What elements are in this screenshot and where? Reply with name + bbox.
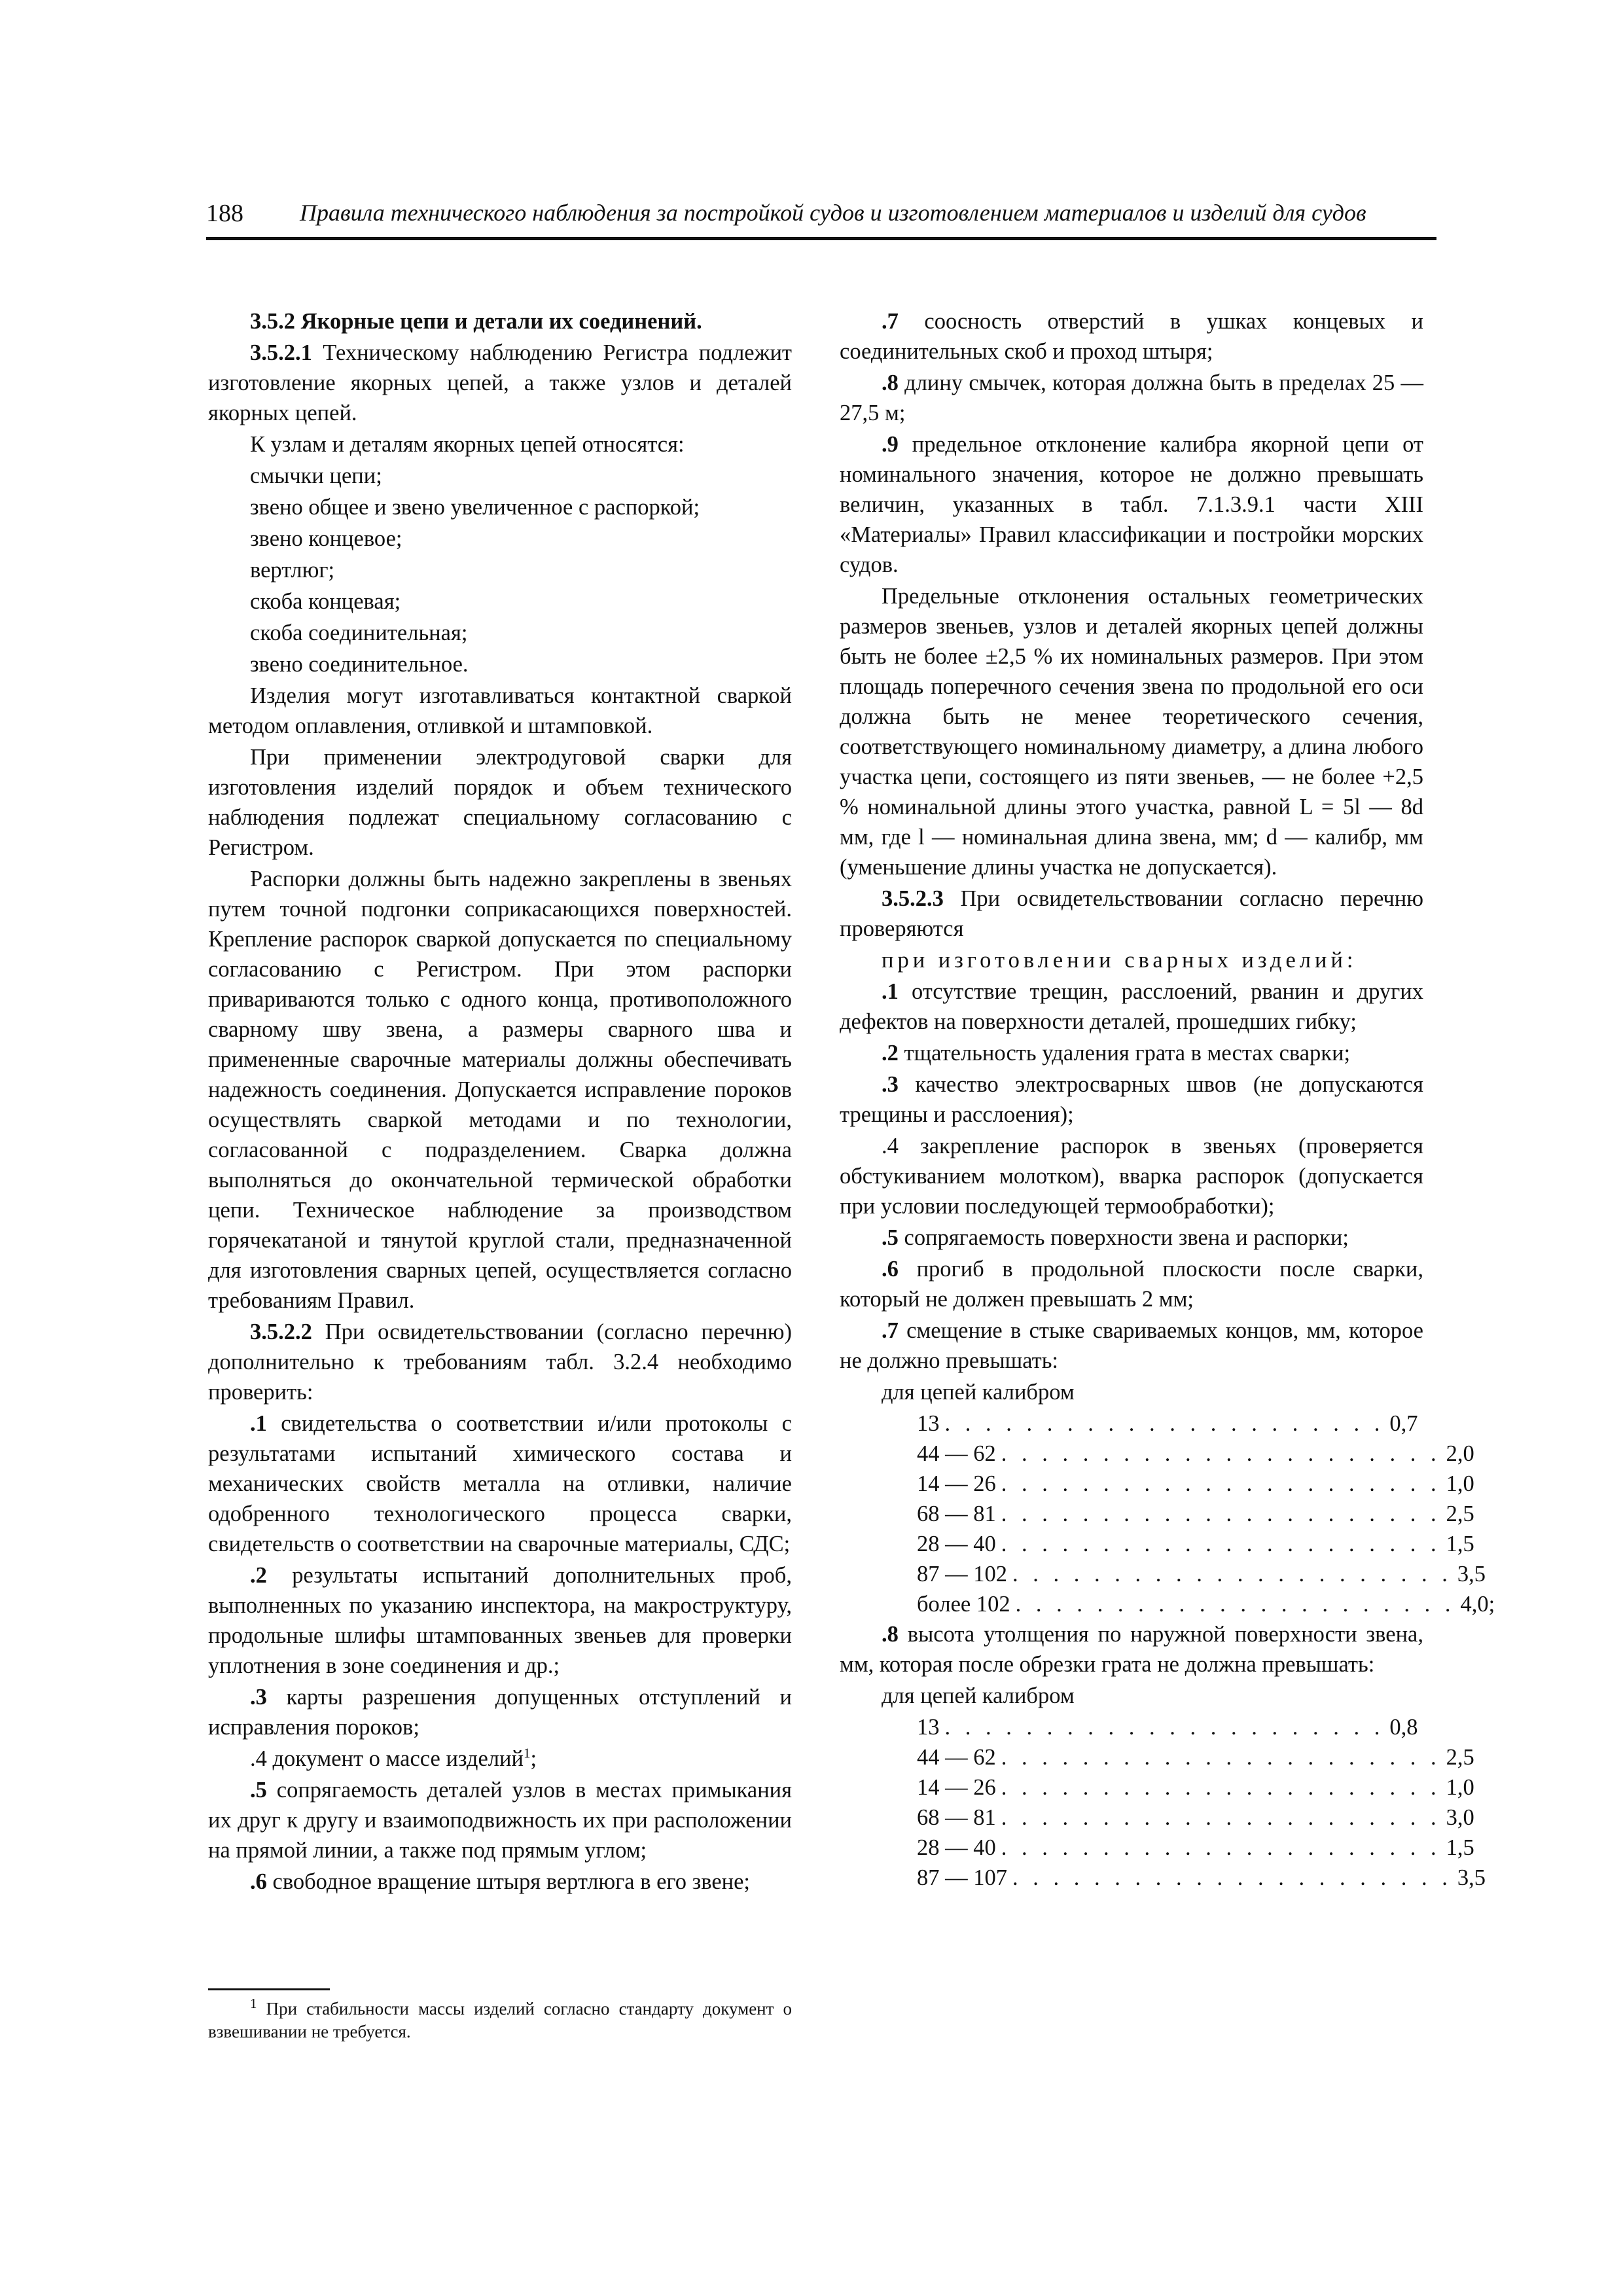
item-text: высота утолщения по наружной поверхности звена, мм, которая после обрезки грата не должна превышать: bbox=[840, 1622, 1423, 1677]
check-item bbox=[840, 429, 1423, 580]
caliber-range: 44 — 62 bbox=[917, 1745, 996, 1770]
paragraph-text: Техническому наблюдению Регистра подлежит изготовление якорных цепей, а также узлов и деталей якорных цепей. bbox=[208, 340, 792, 425]
footnote-text: При стабильности массы изделий согласно стандарту документ о взвешивании не требуется. bbox=[208, 1999, 792, 2041]
caliber-label: для цепей калибром bbox=[882, 1683, 1075, 1708]
table-row: 87 — 107 . . . . . . . . . . . . . . . . . . . . . . 3,5 bbox=[917, 1863, 1133, 1893]
item-number: .2 bbox=[882, 1041, 899, 1066]
left-column bbox=[208, 306, 792, 1898]
check-item bbox=[840, 1038, 1423, 1068]
offset-table bbox=[917, 1408, 1495, 1619]
table-row: 87 — 102 . . . . . . . . . . . . . . . . . . . . . . 3,5 bbox=[917, 1559, 1133, 1589]
check-item bbox=[208, 1867, 792, 1897]
item-number: .4 bbox=[250, 1746, 267, 1771]
item-number: .5 bbox=[882, 1225, 899, 1250]
caliber-range: 13 bbox=[917, 1411, 940, 1436]
check-item bbox=[840, 977, 1423, 1037]
caliber-label: для цепей калибром bbox=[882, 1380, 1075, 1405]
item-number: .6 bbox=[882, 1257, 899, 1282]
list-item: звено концевое; bbox=[250, 526, 402, 551]
item-text: прогиб в продольной плоскости после сварки, который не должен превышать 2 мм; bbox=[840, 1257, 1423, 1312]
caliber-range: 87 — 107 bbox=[917, 1865, 1007, 1890]
table-row: более 102 . . . . . . . . . . . . . . . . . . . . . . 4,0; bbox=[917, 1589, 1133, 1619]
limit-value: 2,5 bbox=[1446, 1745, 1474, 1770]
table-row: 44 — 62 . . . . . . . . . . . . . . . . . . . . . . 2,0 bbox=[917, 1439, 1133, 1469]
table-row: 68 — 81 . . . . . . . . . . . . . . . . . . . . . . 2,5 bbox=[917, 1499, 1133, 1529]
paragraph-tolerances: Предельные отклонения остальных геометрических размеров звеньев, узлов и деталей якорных цепей должны быть не более ±2,5 % их номинальных размеров. При этом площадь поперечного сечения звена по продольной его оси должна быть не менее теоретического сечения, соответствующего номинальному диаметру, а длина любого участка цепи, состоящего из пяти звеньев, — не более +2,5 % номинальной длины этого участка, равной L = 5l — 8d мм, где l — номинальная длина звена, мм; d — калибр, мм (уменьшение длины участка не допускается). bbox=[840, 584, 1423, 880]
paragraph-struts: Распорки должны быть надежно закреплены в звеньях путем точной подгонки соприкасающихся поверхностей. Крепление распорок сваркой допускается по специальному согласованию с Регистром. При этом распорки привариваются только с одного конца, противоположного сварному шву звена, а размеры сварного шва и примененные сварочные материалы должны обеспечивать надежность соединения. Допускается исправление пороков осуществлять сваркой методами и по технологии, согласованной с подразделением. Сварка должна выполняться до окончательной термической обработки цепи. Техническое наблюдение за производством горячекатаной и тянутой круглой стали, предназначенной для изготовления сварных цепей, осуществляется согласно требованиям Правил. bbox=[208, 867, 792, 1313]
paragraph-3-5-2-2 bbox=[208, 1317, 792, 1407]
welded-products-label: при изготовлении сварных изделий: bbox=[882, 948, 1357, 973]
check-item bbox=[840, 1223, 1423, 1253]
item-number: .1 bbox=[882, 979, 899, 1004]
limit-value: 3,5 bbox=[1457, 1865, 1486, 1890]
footnote-separator bbox=[208, 1988, 330, 1990]
section-heading: 3.5.2 Якорные цепи и детали их соединений. bbox=[250, 309, 702, 334]
limit-value: 1,0 bbox=[1446, 1471, 1474, 1496]
list-item: звено соединительное. bbox=[250, 652, 469, 677]
item-number: .6 bbox=[250, 1869, 267, 1894]
item-text: тщательность удаления грата в местах сварки; bbox=[898, 1041, 1351, 1066]
paragraph-text: При освидетельствовании согласно перечню проверяются bbox=[840, 886, 1423, 941]
clause-number: 3.5.2.1 bbox=[250, 340, 312, 365]
table-row: 13 . . . . . . . . . . . . . . . . . . . . . . 0,8 bbox=[917, 1712, 1133, 1742]
paragraph-text: При освидетельствовании (согласно перечню) дополнительно к требованиям табл. 3.2.4 необходимо проверить: bbox=[208, 1319, 792, 1405]
clause-number: 3.5.2.3 bbox=[882, 886, 944, 911]
parts-list-intro: К узлам и деталям якорных цепей относятся: bbox=[250, 432, 685, 457]
limit-value: 1,5 bbox=[1446, 1835, 1474, 1860]
caliber-range: 68 — 81 bbox=[917, 1805, 996, 1830]
list-item: вертлюг; bbox=[250, 558, 335, 583]
paragraph-3-5-2-1 bbox=[208, 338, 792, 428]
limit-value: 1,0 bbox=[1446, 1775, 1474, 1800]
item-text: предельное отклонение калибра якорной цепи от номинального значения, которое не должно превышать величин, указанных в табл. 7.1.3.9.1 части XIII «Материалы» Правил классификации и постройки морских судов. bbox=[840, 432, 1423, 577]
limit-value: 2,0 bbox=[1446, 1441, 1474, 1466]
item-text: соосность отверстий в ушках концевых и соединительных скоб и проход штыря; bbox=[840, 309, 1423, 364]
paragraph-methods: Изделия могут изготавливаться контактной сваркой методом оплавления, отливкой и штамповкой. bbox=[208, 683, 792, 738]
table-row: 44 — 62 . . . . . . . . . . . . . . . . . . . . . . 2,5 bbox=[917, 1742, 1133, 1772]
item-text: сопрягаемость деталей узлов в местах примыкания их друг к другу и взаимоподвижность их при расположении на прямой линии, а также под прямым углом; bbox=[208, 1778, 792, 1863]
item-text: свободное вращение штыря вертлюга в его звене; bbox=[266, 1869, 750, 1894]
item-number: .3 bbox=[250, 1685, 267, 1710]
caliber-range: 13 bbox=[917, 1715, 940, 1740]
item-number: .7 bbox=[882, 309, 899, 334]
table-row: 13 . . . . . . . . . . . . . . . . . . . . . . 0,7 bbox=[917, 1408, 1133, 1439]
item-text: результаты испытаний дополнительных проб, выполненных по указанию инспектора, на макроструктуру, продольные шлифы штампованных звеньев для проверки уплотнения в зоне соединения и др.; bbox=[208, 1563, 792, 1678]
limit-value: 2,5 bbox=[1446, 1501, 1474, 1526]
caliber-range: более 102 bbox=[917, 1592, 1010, 1617]
item-number: .5 bbox=[250, 1778, 267, 1803]
check-item bbox=[208, 1682, 792, 1742]
running-title: Правила технического наблюдения за постройкой судов и изготовлением материалов и изделий для судов bbox=[300, 200, 1366, 226]
thickening-table bbox=[917, 1712, 1486, 1893]
item-number: .8 bbox=[882, 1622, 899, 1647]
page-header bbox=[206, 196, 1436, 240]
check-item bbox=[840, 1131, 1423, 1221]
limit-value: 0,8 bbox=[1389, 1715, 1418, 1740]
limit-value: 1,5 bbox=[1446, 1532, 1474, 1556]
caliber-range: 44 — 62 bbox=[917, 1441, 996, 1466]
table-row: 68 — 81 . . . . . . . . . . . . . . . . . . . . . . 3,0 bbox=[917, 1803, 1133, 1833]
item-text: длину смычек, которая должна быть в пределах 25 — 27,5 м; bbox=[840, 370, 1423, 425]
table-row: 14 — 26 . . . . . . . . . . . . . . . . . . . . . . 1,0 bbox=[917, 1469, 1133, 1499]
limit-value: 4,0; bbox=[1460, 1592, 1495, 1617]
item-text: смещение в стыке свариваемых концов, мм, которое не должно превышать: bbox=[840, 1318, 1423, 1373]
caliber-range: 87 — 102 bbox=[917, 1562, 1007, 1587]
item-text: отсутствие трещин, расслоений, рванин и других дефектов на поверхности деталей, прошедших гибку; bbox=[840, 979, 1423, 1034]
item-text: сопрягаемость поверхности звена и распорки; bbox=[898, 1225, 1349, 1250]
item-number: .1 bbox=[250, 1411, 267, 1436]
paragraph-arc-welding: При применении электродуговой сварки для изготовления изделий порядок и объем технического наблюдения подлежат специальному согласованию с Регистром. bbox=[208, 745, 792, 860]
paragraph-3-5-2-3 bbox=[840, 884, 1423, 944]
item-text: качество электросварных швов (не допускаются трещины и расслоения); bbox=[840, 1072, 1423, 1127]
check-item bbox=[840, 1069, 1423, 1130]
clause-number: 3.5.2.2 bbox=[250, 1319, 312, 1344]
limit-value: 3,5 bbox=[1457, 1562, 1486, 1587]
check-item bbox=[208, 1744, 792, 1774]
caliber-range: 28 — 40 bbox=[917, 1532, 996, 1556]
item-text: закрепление распорок в звеньях (проверяется обстукиванием молотком), вварка распорок (допускается при условии последующей термообработки); bbox=[840, 1134, 1423, 1219]
item-number: .3 bbox=[882, 1072, 899, 1097]
item-number: .2 bbox=[250, 1563, 267, 1588]
right-column bbox=[840, 306, 1495, 1893]
item-text: карты разрешения допущенных отступлений и исправления пороков; bbox=[208, 1685, 792, 1740]
footnote-mark: 1 bbox=[250, 1996, 257, 2011]
item-text: свидетельства о соответствии и/или протоколы с результатами испытаний химического состава и механических свойств металла на отливки, наличие одобренного технологического процесса сварки, свидетельств о соответствии на сварочные материалы, СДС; bbox=[208, 1411, 792, 1556]
footnote bbox=[208, 1998, 792, 2043]
check-item bbox=[840, 1254, 1423, 1314]
check-item bbox=[840, 368, 1423, 428]
list-item: скоба концевая; bbox=[250, 589, 401, 614]
item-text: ; bbox=[530, 1746, 537, 1771]
item-number: .4 bbox=[882, 1134, 899, 1158]
limit-value: 0,7 bbox=[1389, 1411, 1418, 1436]
check-item bbox=[208, 1775, 792, 1865]
list-item: скоба соединительная; bbox=[250, 620, 468, 645]
item-number: .7 bbox=[882, 1318, 899, 1343]
list-item: звено общее и звено увеличенное с распоркой; bbox=[250, 495, 700, 520]
caliber-range: 14 — 26 bbox=[917, 1471, 996, 1496]
caliber-range: 28 — 40 bbox=[917, 1835, 996, 1860]
item-number: .8 bbox=[882, 370, 899, 395]
item-number: .9 bbox=[882, 432, 899, 457]
caliber-range: 14 — 26 bbox=[917, 1775, 996, 1800]
check-item bbox=[840, 1316, 1423, 1376]
table-row: 28 — 40 . . . . . . . . . . . . . . . . . . . . . . 1,5 bbox=[917, 1529, 1133, 1559]
page-number: 188 bbox=[206, 200, 243, 227]
caliber-range: 68 — 81 bbox=[917, 1501, 996, 1526]
item-text: документ о массе изделий bbox=[266, 1746, 524, 1771]
table-row: 28 — 40 . . . . . . . . . . . . . . . . . . . . . . 1,5 bbox=[917, 1833, 1133, 1863]
limit-value: 3,0 bbox=[1446, 1805, 1474, 1830]
footnote-ref: 1 bbox=[523, 1745, 531, 1761]
check-item bbox=[208, 1560, 792, 1681]
check-item bbox=[840, 1619, 1423, 1679]
table-row: 14 — 26 . . . . . . . . . . . . . . . . . . . . . . 1,0 bbox=[917, 1772, 1133, 1803]
check-item bbox=[840, 306, 1423, 367]
check-item bbox=[208, 1408, 792, 1559]
list-item: смычки цепи; bbox=[250, 463, 382, 488]
